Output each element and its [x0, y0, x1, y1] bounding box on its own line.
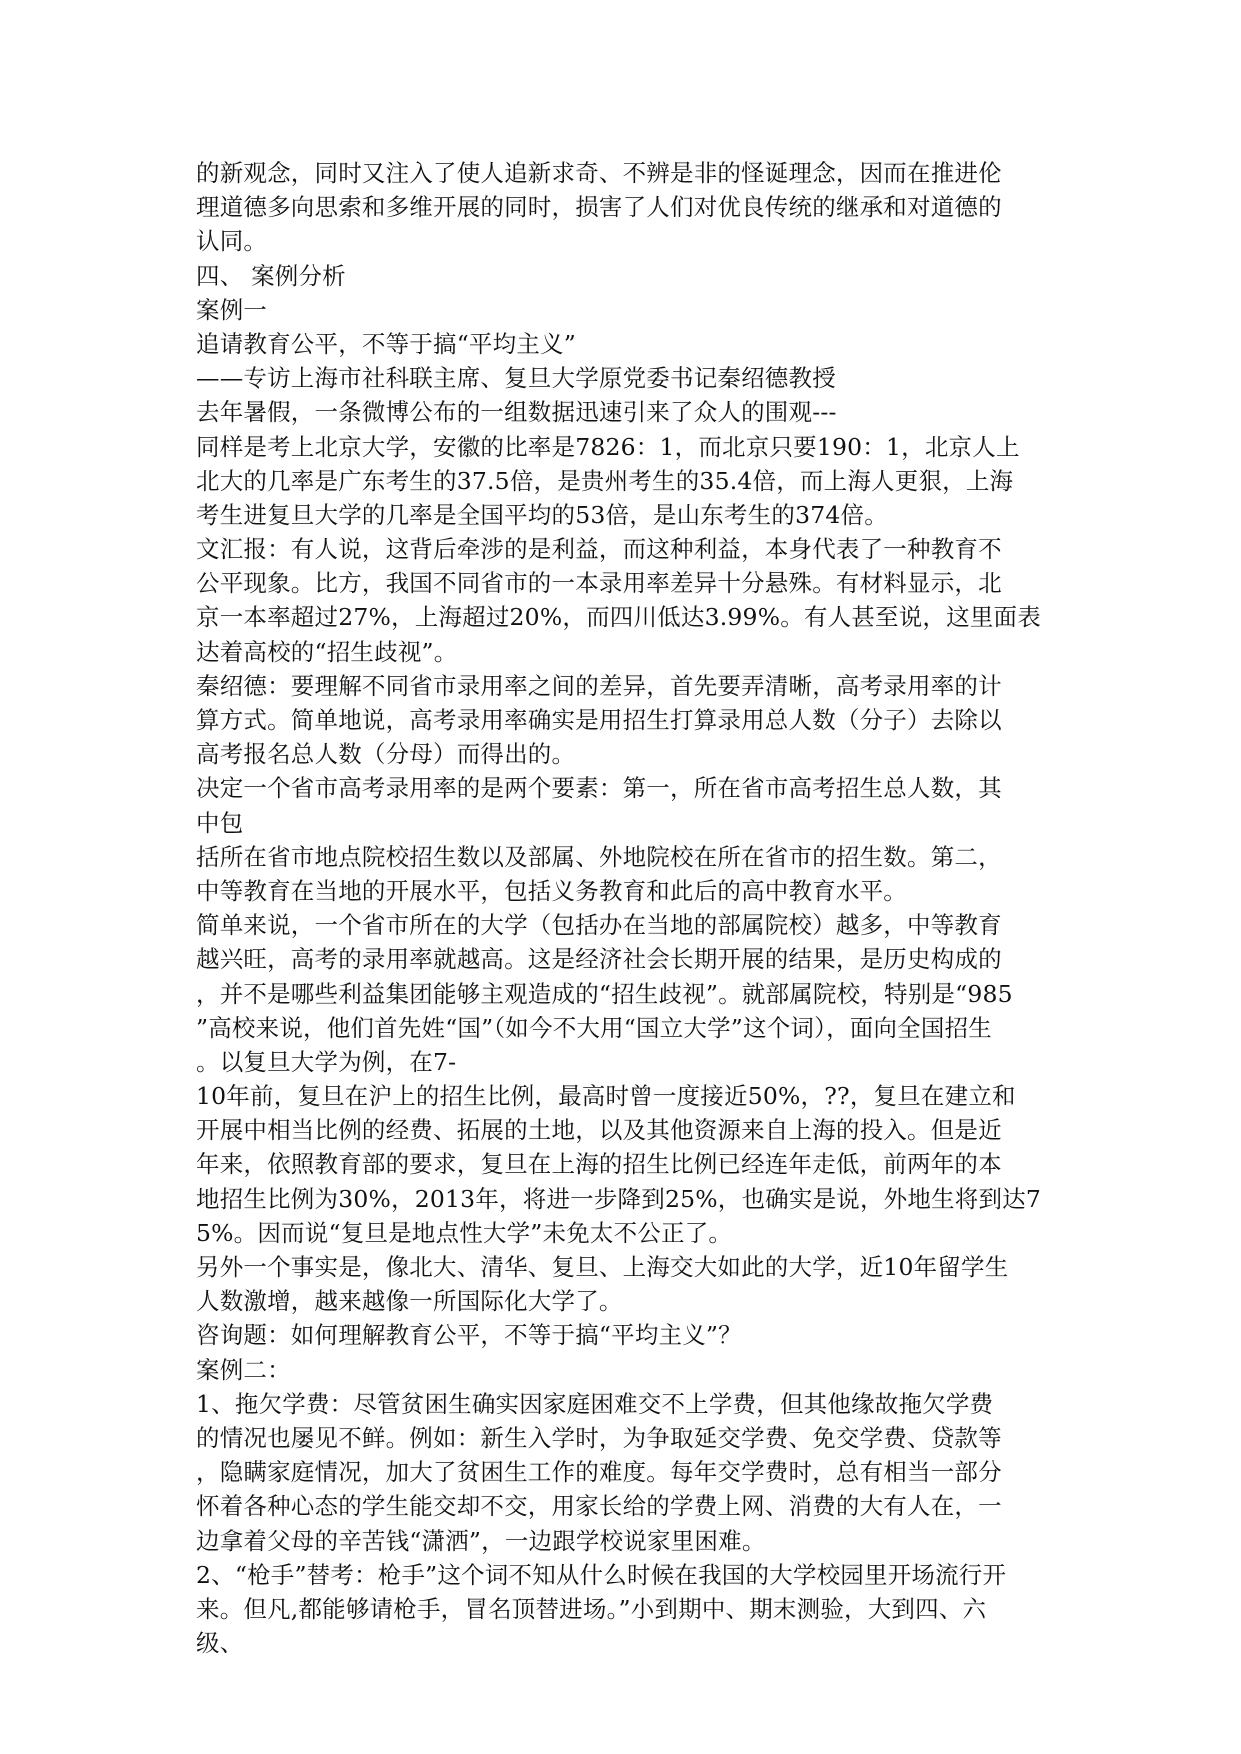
text-line: 高考报名总人数（分母）而得出的。 — [196, 740, 576, 769]
text-line: 1、拖欠学费：尽管贫困生确实因家庭困难交不上学费，但其他缘故拖欠学费 — [196, 1389, 994, 1418]
text-line: 案例二： — [196, 1355, 291, 1384]
text-line: 另外一个事实是，像北大、清华、复旦、上海交大如此的大学，近10年留学生 — [196, 1253, 1009, 1281]
text-line: 边拿着父母的辛苦钱“潇洒”，一边跟学校说家里困难。 — [196, 1526, 766, 1555]
text-line: 中等教育在当地的开展水平，包括义务教育和此后的高中教育水平。 — [196, 876, 907, 905]
text-line: 算方式。简单地说，高考录用率确实是用招生打算录用总人数（分子）去除以 — [196, 706, 1002, 734]
text-line: 四、 案例分析 — [196, 261, 346, 290]
text-line: 决定一个省市高考录用率的是两个要素：第一，所在省市高考招生总人数，其 — [196, 774, 1002, 803]
text-line: 怀着各种心态的学生能交却不交，用家长给的学费上网、消费的大有人在，一 — [196, 1492, 1002, 1521]
text-line: 案例一 — [196, 295, 268, 324]
text-line: 中包 — [196, 808, 244, 837]
text-line: 的新观念，同时又注入了使人追新求奇、不辨是非的怪诞理念，因而在推进伦 — [196, 159, 1002, 187]
text-line: 越兴旺，高考的录用率就越高。这是经济社会长期开展的结果，是历史构成的 — [196, 945, 1002, 974]
text-line: ，并不是哪些利益集团能够主观造成的“招生歧视”。就部属院校，特别是“985 — [196, 979, 1013, 1008]
text-line: 10年前，复旦在沪上的招生比例，最高时曾一度接近50%，??，复旦在建立和 — [196, 1082, 1016, 1111]
text-line: 认同。 — [196, 227, 268, 256]
text-line: 人数激增，越来越像一所国际化大学了。 — [196, 1287, 623, 1316]
text-line: 来。但凡,都能够请枪手，冒名顶替进场。”小到期中、期末测验，大到四、六 — [196, 1594, 987, 1623]
text-line: 达着高校的“招生歧视”。 — [196, 637, 458, 666]
text-line: 考生进复旦大学的几率是全国平均的53倍，是山东考生的374倍。 — [196, 500, 888, 529]
text-line: 级、 — [196, 1629, 244, 1658]
text-line: ”高校来说，他们首先姓“国”（如今不大用“国立大学”这个词），面向全国招生 — [196, 1013, 992, 1042]
text-line: 同样是考上北京大学，安徽的比率是7826：1，而北京只要190：1，北京人上 — [196, 432, 1020, 461]
text-line: 地招生比例为30%，2013年，将进一步降到25%，也确实是说，外地生将到达7 — [196, 1184, 1042, 1213]
text-line: 5%。因而说“复旦是地点性大学”未免太不公正了。 — [196, 1218, 733, 1247]
text-line: 京一本率超过27%，上海超过20%，而四川低达3.99%。有人甚至说，这里面表 — [196, 603, 1041, 632]
text-line: 年来，依照教育部的要求，复旦在上海的招生比例已经连年走低，前两年的本 — [196, 1150, 1002, 1179]
text-line: ，隐瞒家庭情况，加大了贫困生工作的难度。每年交学费时，总有相当一部分 — [196, 1458, 1002, 1487]
text-line: 的情况也屡见不鲜。例如：新生入学时，为争取延交学费、免交学费、贷款等 — [196, 1423, 1002, 1452]
text-line: ——专访上海市社科联主席、复旦大学原党委书记秦绍德教授 — [196, 364, 836, 393]
text-line: 秦绍德：要理解不同省市录用率之间的差异，首先要弄清晰，高考录用率的计 — [196, 671, 1002, 700]
text-line: 括所在省市地点院校招生数以及部属、外地院校在所在省市的招生数。第二， — [196, 842, 1002, 871]
text-line: 简单来说，一个省市所在的大学（包括办在当地的部属院校）越多，中等教育 — [196, 911, 1002, 940]
text-line: 公平现象。比方，我国不同省市的一本录用率差异十分悬殊。有材料显示，北 — [196, 569, 1002, 598]
document-body — [196, 156, 1066, 1660]
text-line: 。以复旦大学为例，在7- — [196, 1047, 457, 1076]
text-line: 2、“枪手”替考：枪手”这个词不知从什么时候在我国的大学校园里开场流行开 — [196, 1560, 1007, 1589]
text-line: 开展中相当比例的经费、拓展的土地，以及其他资源来自上海的投入。但是近 — [196, 1116, 1002, 1145]
text-line: 理道德多向思索和多维开展的同时，损害了人们对优良传统的继承和对道德的 — [196, 193, 1002, 222]
text-line: 文汇报：有人说，这背后牵涉的是利益，而这种利益，本身代表了一种教育不 — [196, 535, 1002, 564]
text-line: 追请教育公平，不等于搞“平均主义” — [196, 329, 576, 358]
text-line: 咨询题：如何理解教育公平，不等于搞“平均主义”？ — [196, 1321, 742, 1350]
text-line: 北大的几率是广东考生的37.5倍，是贵州考生的35.4倍，而上海人更狠，上海 — [196, 466, 1014, 495]
text-line: 去年暑假，一条微博公布的一组数据迅速引来了众人的围观--- — [196, 398, 837, 427]
